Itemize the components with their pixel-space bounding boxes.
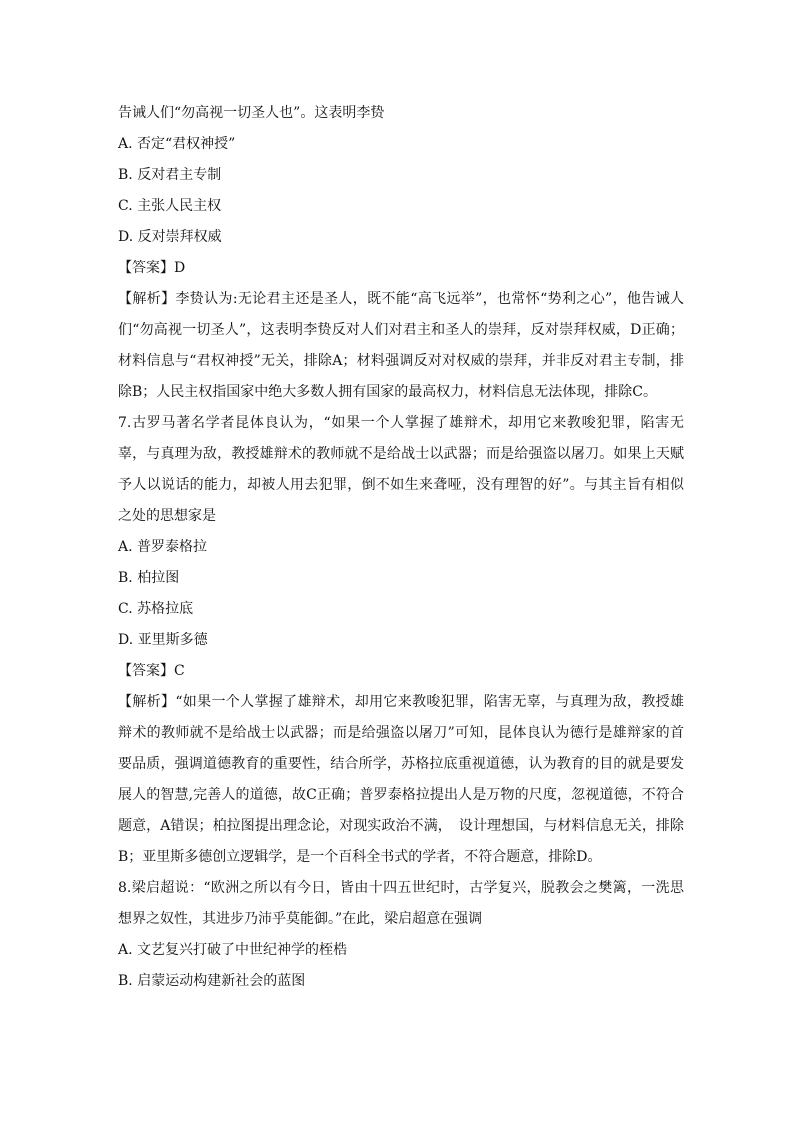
q7-option-c: C. 苏格拉底 xyxy=(118,601,194,617)
q7-answer: 【答案】C xyxy=(118,663,185,679)
q6-option-b: B. 反对君主专制 xyxy=(118,167,222,183)
q7-option-d: D. 亚里斯多德 xyxy=(118,632,208,648)
q8-option-a: A. 文艺复兴打破了中世纪神学的桎梏 xyxy=(118,942,348,958)
q7-option-a: A. 普罗泰格拉 xyxy=(118,539,208,555)
q7-stem: 7.古罗马著名学者昆体良认为，“如果一个人掌握了雄辩术，却用它来教唆犯罪，陷害无辜，与真理为敌，教授雄辩术的教师就不是给战士以武器；而是给强盗以屠刀。如果上天赋予人以说话的能力，却被人用去犯罪，倒不如生来聋哑，没有理智的好”。与其主旨有相似之处的思想家是 xyxy=(118,415,684,524)
q6-answer: 【答案】D xyxy=(118,260,186,276)
q6-option-a: A. 否定“君权神授” xyxy=(118,136,236,152)
q6-stem-tail: 告诫人们“勿高视一切圣人也”。这表明李贽 xyxy=(118,105,385,121)
q7-option-b: B. 柏拉图 xyxy=(118,570,180,586)
q8-option-b: B. 启蒙运动构建新社会的蓝图 xyxy=(118,973,306,989)
q8-stem: 8.梁启超说：“欧洲之所以有今日，皆由十四五世纪时，古学复兴，脱教会之樊篱，一洗思想界之奴性，其进步乃沛乎莫能御。”在此，梁启超意在强调 xyxy=(118,880,684,927)
document-page xyxy=(118,98,684,997)
q6-option-c: C. 主张人民主权 xyxy=(118,198,222,214)
q6-analysis: 【解析】李贽认为:无论君主还是圣人，既不能“高飞远举”，也常怀“势利之心”，他告诫人们“勿高视一切圣人”，这表明李贽反对人们对君主和圣人的崇拜，反对崇拜权威，D正确；材料信息与“君权神授”无关，排除A；材料强调反对对权威的崇拜，并非反对君主专制，排除B；人民主权指国家中绝大多数人拥有国家的最高权力，材料信息无法体现，排除C。 xyxy=(118,291,684,400)
q7-analysis: 【解析】“如果一个人掌握了雄辩术，却用它来教唆犯罪，陷害无辜，与真理为敌，教授雄辩术的教师就不是给战士以武器；而是给强盗以屠刀”可知，昆体良认为德行是雄辩家的首要品质，强调道德教育的重要性，结合所学，苏格拉底重视道德，认为教育的目的就是要发展人的智慧,完善人的道德，故C正确；普罗泰格拉提出人是万物的尺度，忽视道德，不符合题意，A错误；柏拉图提出理念论，对现实政治不满， 设计理想国，与材料信息无关，排除B；亚里斯多德创立逻辑学，是一个百科全书式的学者，不符合题意，排除D。 xyxy=(118,694,684,865)
q6-option-d: D. 反对崇拜权威 xyxy=(118,229,222,245)
